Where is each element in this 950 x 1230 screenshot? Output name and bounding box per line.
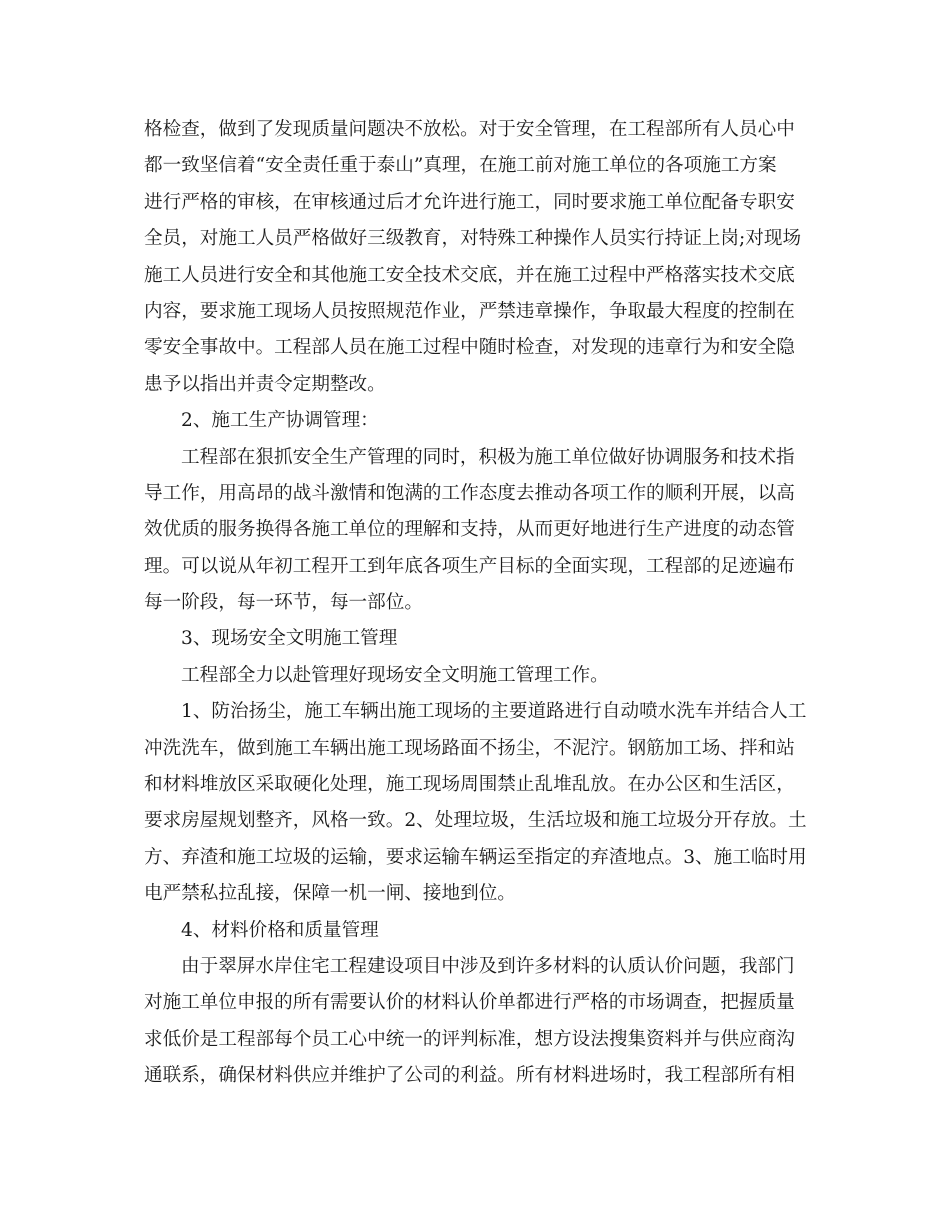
section-heading: 4、材料价格和质量管理: [181, 919, 379, 941]
document-body: [144, 112, 812, 1095]
body-text-line: 都一致坚信着“安全责任重于泰山”真理，在施工前对施工单位的各项施工方案: [144, 155, 777, 177]
section-heading: 2、施工生产协调管理：: [181, 410, 379, 432]
body-text-line: 导工作，用高昂的战斗激情和饱满的工作态度去推动各项工作的顺利开展，以高: [144, 482, 795, 504]
body-text-line: 施工人员进行安全和其他施工安全技术交底，并在施工过程中严格落实技术交底: [144, 264, 795, 286]
body-text-line: 要求房屋规划整齐，风格一致。2、处理垃圾，生活垃圾和施工垃圾分开存放。土: [144, 810, 807, 832]
body-text-line: 理。可以说从年初工程开工到年底各项生产目标的全面实现，工程部的足迹遍布: [144, 555, 795, 577]
body-text-line: 对施工单位申报的所有需要认价的材料认价单都进行严格的市场调查，把握质量: [144, 992, 795, 1014]
body-text-line: 由于翠屏水岸住宅工程建设项目中涉及到许多材料的认质认价问题，我部门: [181, 955, 795, 977]
section-heading: 3、现场安全文明施工管理: [181, 628, 398, 650]
body-text-line: 患予以指出并责令定期整改。: [144, 373, 386, 395]
body-text-line: 全员，对施工人员严格做好三级教育，对特殊工种操作人员实行持证上岗;对现场: [144, 228, 802, 250]
body-text-line: 进行严格的审核，在审核通过后才允许进行施工，同时要求施工单位配备专职安: [144, 191, 795, 213]
body-text-line: 电严禁私拉乱接，保障一机一闸、接地到位。: [144, 883, 516, 905]
body-text-line: 内容，要求施工现场人员按照规范作业，严禁违章操作，争取最大程度的控制在: [144, 300, 795, 322]
body-text-line: 工程部全力以赴管理好现场安全文明施工管理工作。: [181, 664, 609, 686]
body-text-line: 求低价是工程部每个员工心中统一的评判标准，想方设法搜集资料并与供应商沟: [144, 1028, 795, 1050]
body-text-line: 格检查，做到了发现质量问题决不放松。对于安全管理，在工程部所有人员心中: [144, 119, 795, 140]
body-text-line: 1、防治扬尘，施工车辆出施工现场的主要道路进行自动喷水洗车并结合人工: [181, 701, 807, 723]
body-text-line: 冲洗洗车，做到施工车辆出施工现场路面不扬尘，不泥泞。钢筋加工场、拌和站: [144, 737, 795, 759]
body-text-line: 效优质的服务换得各施工单位的理解和支持，从而更好地进行生产进度的动态管: [144, 519, 795, 541]
body-text-line: 方、弃渣和施工垃圾的运输，要求运输车辆运至指定的弃渣地点。3、施工临时用: [144, 846, 807, 868]
body-text-line: 零安全事故中。工程部人员在施工过程中随时检查，对发现的违章行为和安全隐: [144, 337, 795, 359]
body-text-line: 每一阶段，每一环节，每一部位。: [144, 592, 423, 614]
body-text-line: 和材料堆放区采取硬化处理，施工现场周围禁止乱堆乱放。在办公区和生活区，: [144, 774, 795, 796]
body-text-line: 通联系，确保材料供应并维护了公司的利益。所有材料进场时，我工程部所有相: [144, 1065, 795, 1087]
body-text-line: 工程部在狠抓安全生产管理的同时，积极为施工单位做好协调服务和技术指: [181, 446, 795, 468]
